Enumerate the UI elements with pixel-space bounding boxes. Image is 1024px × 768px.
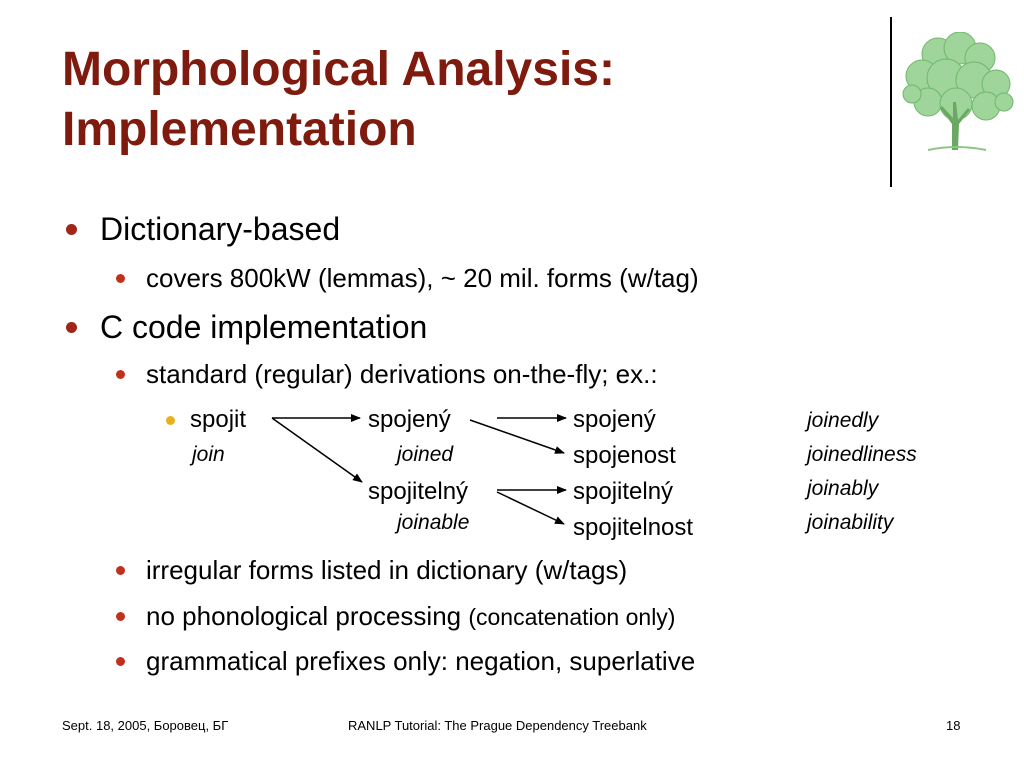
tree-icon	[898, 32, 1016, 152]
arrow-spojit-to-spojitelny	[272, 418, 362, 482]
gloss-join: join	[192, 443, 225, 466]
phonological-paren: (concatenation only)	[468, 604, 676, 630]
gloss-joinability: joinability	[807, 511, 894, 534]
gloss-joinedly: joinedly	[807, 409, 879, 432]
title-line-2: Implementation	[62, 103, 417, 156]
bullet-dot	[116, 370, 125, 379]
word-spojitelny-derived: spojitelný	[573, 478, 674, 505]
footer-title: RANLP Tutorial: The Prague Dependency Treebank	[348, 718, 647, 733]
word-spojitelny: spojitelný	[368, 478, 469, 505]
bullet-dot	[116, 274, 125, 283]
slide-number: 18	[946, 718, 961, 733]
bullet-dot	[116, 566, 125, 575]
slide-title	[62, 40, 862, 160]
word-spojitelnost: spojitelnost	[573, 514, 694, 541]
arrow-spojitelny-to-spojitelnost	[497, 492, 564, 524]
word-spojeny: spojený	[368, 406, 451, 433]
arrow-spojeny-to-spojenost	[470, 420, 564, 453]
word-spojenost: spojenost	[573, 442, 676, 469]
phonological-main: no phonological processing	[146, 601, 469, 631]
word-spojit: spojit	[190, 406, 247, 433]
bullet-dot	[66, 224, 77, 235]
vertical-divider	[890, 17, 892, 187]
bullet-dot	[116, 657, 125, 666]
bullet-dot	[66, 322, 77, 333]
footer-date: Sept. 18, 2005, Боровец, БГ	[62, 718, 229, 733]
bullet-dot	[116, 612, 125, 621]
title-line-1: Morphological Analysis:	[62, 43, 615, 96]
bullet-dot-example	[166, 416, 175, 425]
word-spojeny-derived: spojený	[573, 406, 656, 433]
gloss-joinably: joinably	[807, 477, 879, 500]
gloss-joinable: joinable	[397, 511, 470, 534]
gloss-joinedliness: joinedliness	[807, 443, 917, 466]
gloss-joined: joined	[397, 443, 454, 466]
